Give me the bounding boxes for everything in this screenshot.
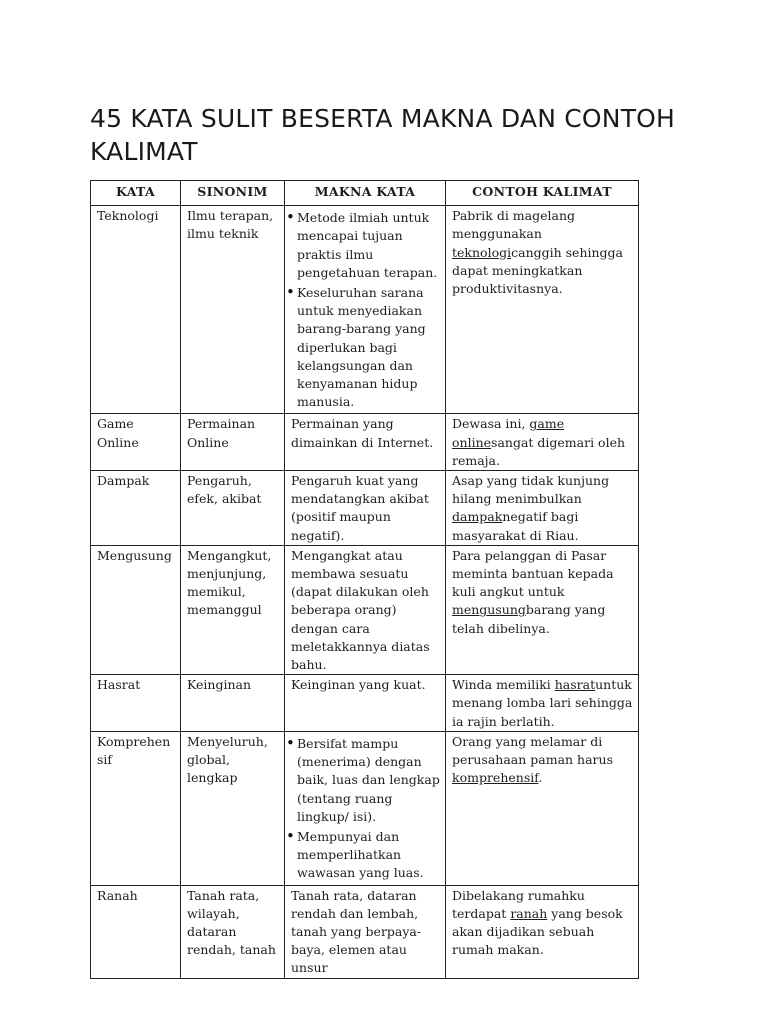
cell-makna: Keinginan yang kuat. (285, 675, 446, 732)
header-makna-kata: MAKNA KATA (285, 181, 446, 206)
cell-contoh (446, 731, 639, 885)
contoh-text-post: barang yang telah dibelinya. (452, 602, 606, 636)
vocabulary-table (90, 180, 639, 979)
makna-item: • Mempunyai dan memperlihatkan wawasan yang luas. (291, 828, 440, 883)
table-row (91, 885, 639, 978)
contoh-text-post: negatif bagi masyarakat di Riau. (452, 509, 579, 543)
cell-kata: Teknologi (91, 206, 181, 414)
cell-makna (285, 731, 446, 885)
header-kata: KATA (91, 181, 181, 206)
contoh-keyword: hasrat (554, 677, 596, 693)
cell-contoh (446, 206, 639, 414)
contoh-text-post: sangat digemari oleh remaja. (452, 434, 626, 468)
cell-sinonim: Pengaruh, efek, akibat (181, 471, 285, 546)
table-row (91, 675, 639, 732)
contoh-keyword: game online (452, 416, 565, 450)
contoh-text-post: untuk menang lomba lari sehingga ia rajin berlatih. (452, 677, 633, 729)
cell-makna: Tanah rata, dataran rendah dan lembah, tanah yang berpaya-baya, elemen atau unsur (285, 885, 446, 978)
makna-item: • Metode ilmiah untuk mencapai tujuan praktis ilmu pengetahuan terapan. (291, 209, 440, 282)
cell-sinonim: Menyeluruh, global, lengkap (181, 731, 285, 885)
cell-sinonim: Permainan Online (181, 414, 285, 471)
cell-sinonim: Mengangkut, menjunjung, memikul, memanggul (181, 545, 285, 674)
makna-item: • Keseluruhan sarana untuk menyediakan barang-barang yang diperlukan bagi kelangsungan dan kenyamanan hidup manusia. (291, 284, 440, 411)
contoh-text-pre: Pabrik di magelang menggunakan (452, 208, 576, 242)
cell-kata: Mengusung (91, 545, 181, 674)
contoh-keyword: dampak (452, 509, 503, 525)
contoh-keyword: komprehensif (452, 770, 539, 786)
contoh-text-pre: Asap yang tidak kunjung hilang menimbulkan (452, 473, 610, 507)
cell-sinonim: Tanah rata, wilayah, dataran rendah, tanah (181, 885, 285, 978)
table-row (91, 206, 639, 414)
contoh-text-pre: Para pelanggan di Pasar meminta bantuan kepada kuli angkut untuk (452, 547, 614, 600)
contoh-keyword: teknologi (452, 244, 512, 260)
cell-kata: Dampak (91, 471, 181, 546)
header-contoh-kalimat: CONTOH KALIMAT (446, 181, 639, 206)
contoh-keyword: ranah (510, 905, 548, 921)
cell-kata: Hasrat (91, 675, 181, 732)
table-row (91, 471, 639, 546)
header-sinonim: SINONIM (181, 181, 285, 206)
contoh-text-pre: Dibelakang rumahku terdapat (452, 887, 585, 921)
makna-list (291, 735, 440, 883)
cell-kata: Komprehensif (91, 731, 181, 885)
cell-sinonim: Ilmu terapan, ilmu teknik (181, 206, 285, 414)
contoh-keyword: mengusung (452, 602, 526, 618)
cell-contoh (446, 545, 639, 674)
cell-contoh (446, 471, 639, 546)
table-row (91, 545, 639, 674)
cell-sinonim: Keinginan (181, 675, 285, 732)
table-row (91, 414, 639, 471)
cell-kata: Ranah (91, 885, 181, 978)
cell-makna: Pengaruh kuat yang mendatangkan akibat (positif maupun negatif). (285, 471, 446, 546)
table-row (91, 731, 639, 885)
contoh-text-post: . (538, 770, 543, 786)
cell-contoh (446, 675, 639, 732)
cell-contoh (446, 414, 639, 471)
contoh-text-post: canggih sehingga dapat meningkatkan produktivitasnya. (452, 244, 624, 297)
contoh-text-pre: Orang yang melamar di perusahaan paman harus (452, 733, 613, 768)
cell-makna: Mengangkat atau membawa sesuatu (dapat dilakukan oleh beberapa orang) dengan cara meletakkannya diatas bahu. (285, 545, 446, 674)
makna-item: • Bersifat mampu (menerima) dengan baik, luas dan lengkap (tentang ruang lingkup/ isi). (291, 735, 440, 826)
cell-makna: Permainan yang dimainkan di Internet. (285, 414, 446, 471)
makna-list (291, 209, 440, 411)
cell-contoh (446, 885, 639, 978)
cell-kata: Game Online (91, 414, 181, 471)
contoh-text-pre: Winda memiliki (452, 677, 555, 693)
cell-makna (285, 206, 446, 414)
document-title: 45 KATA SULIT BESERTA MAKNA DAN CONTOH KALIMAT (90, 104, 676, 166)
contoh-text-post: yang besok akan dijadikan sebuah rumah makan. (452, 905, 623, 958)
contoh-text-pre: Dewasa ini, (452, 416, 530, 432)
table-header-row (91, 181, 639, 206)
